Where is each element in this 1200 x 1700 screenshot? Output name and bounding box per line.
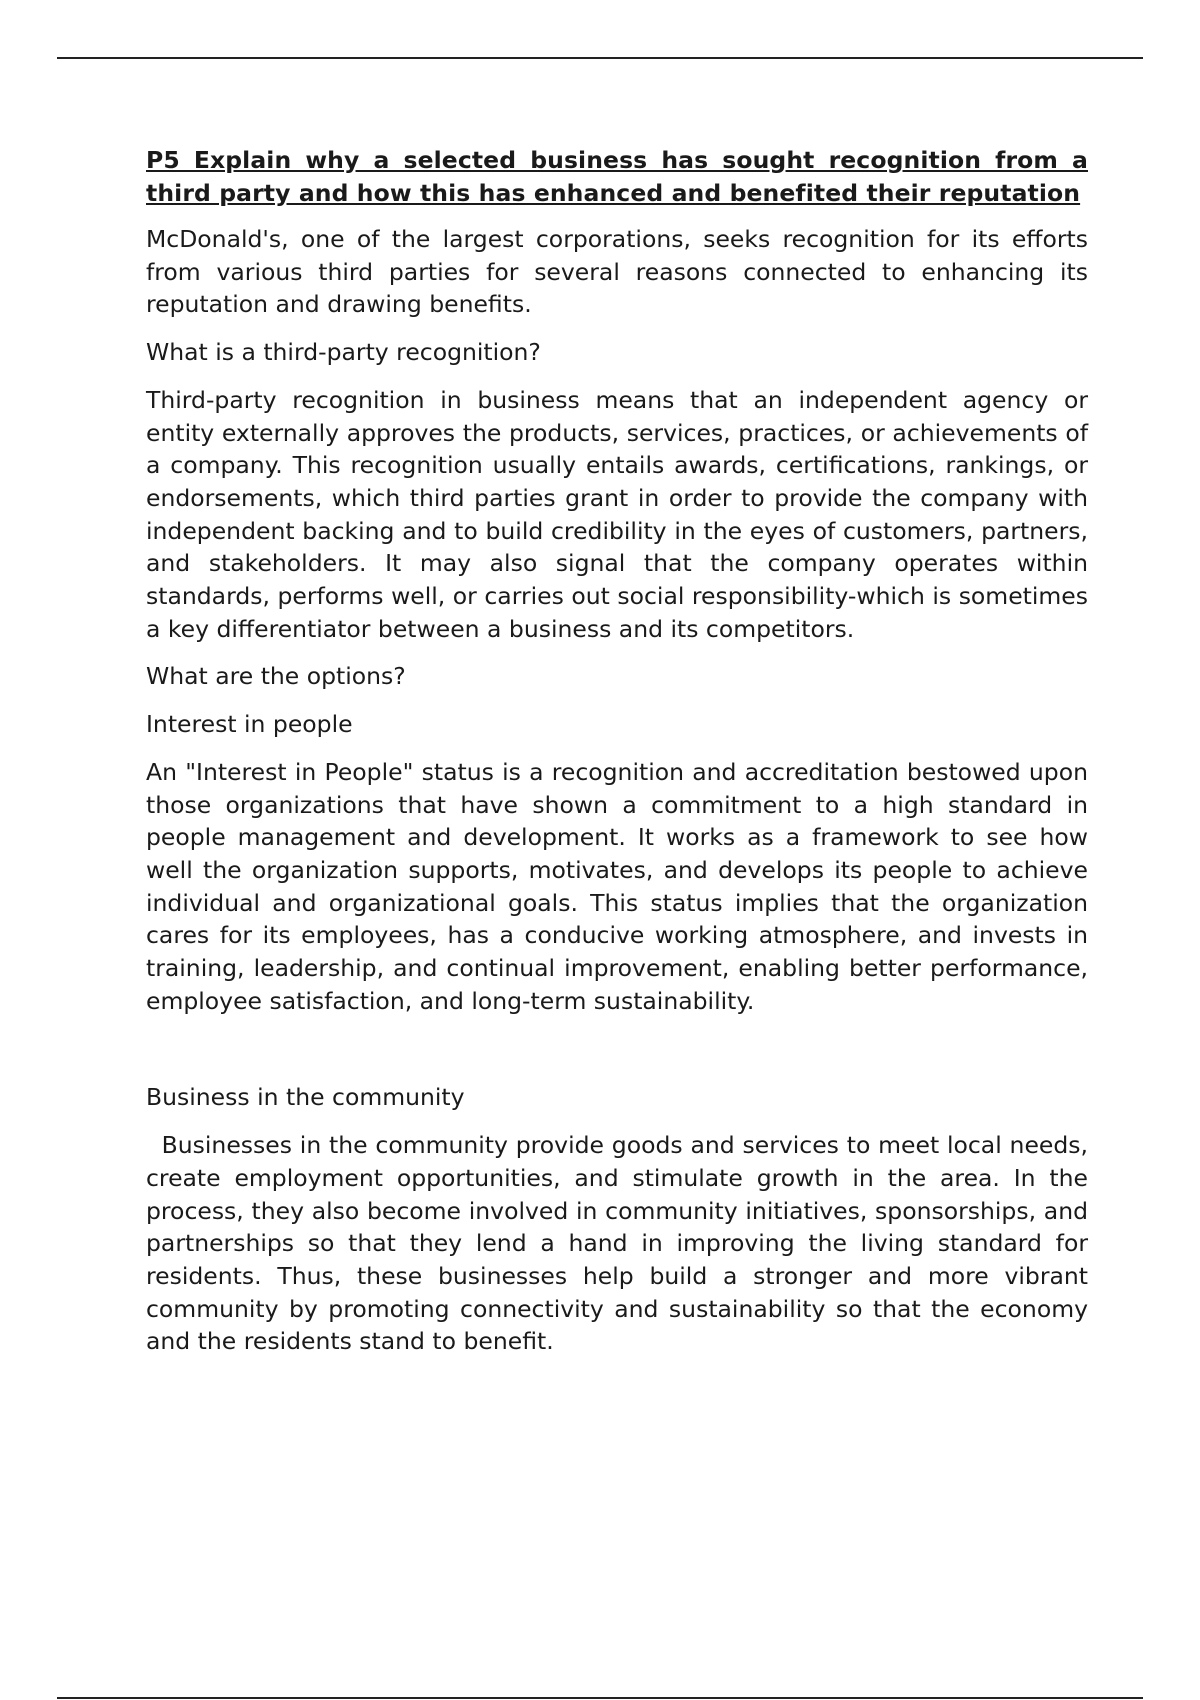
third-party-definition-paragraph: Third-party recognition in business means that an independent agency or entity externally approves the products, services, practices, or achievements of a company. This recognition usually entails awards, certifications, rankings, or endorsements, which third parties grant in order to provide the company with independent backing and to build credibility in the eyes of customers, partners, and stakeholders. It may also signal that the company operates within standards, performs well, or carries out social responsibility-which is sometimes a key differentiator between a business and its competitors. xyxy=(146,385,1088,643)
section-heading: P5 Explain why a selected business has sought recognition from a third party and how this has enhanced and benefited their reputation xyxy=(146,146,1088,207)
interest-in-people-paragraph: An "Interest in People" status is a recognition and accreditation bestowed upon those organizations that have shown a commitment to a high standard in people management and development. It works as a framework to see how well the organization supports, motivates, and develops its people to achieve individual and organizational goals. This status implies that the organization cares for its employees, has a conducive working atmosphere, and invests in training, leadership, and continual improvement, enabling better performance, employee satisfaction, and long-term sustainability. xyxy=(146,757,1088,1015)
footer-rule xyxy=(57,1697,1143,1699)
question-options: What are the options? xyxy=(146,662,406,691)
question-third-party: What is a third-party recognition? xyxy=(146,338,541,367)
business-in-community-paragraph xyxy=(146,1129,1088,1358)
spacer xyxy=(146,1032,1088,1081)
header-rule xyxy=(57,57,1143,59)
business-in-community-text: Businesses in the community provide goods and services to meet local needs, create employment opportunities, and stimulate growth in the area. In the process, they also become involved in community initiatives, sponsorships, and partnerships so that they lend a hand in improving the living standard for residents. Thus, these businesses help build a stronger and more vibrant community by promoting connectivity and sustainability so that the economy and the residents stand to benefit. xyxy=(146,1131,1088,1356)
subheading-interest-in-people: Interest in people xyxy=(146,710,353,739)
document-body xyxy=(146,144,1088,1373)
subheading-business-in-community: Business in the community xyxy=(146,1083,465,1112)
intro-paragraph: McDonald's, one of the largest corporations, seeks recognition for its efforts from various third parties for several reasons connected to enhancing its reputation and drawing benefits. xyxy=(146,225,1088,319)
